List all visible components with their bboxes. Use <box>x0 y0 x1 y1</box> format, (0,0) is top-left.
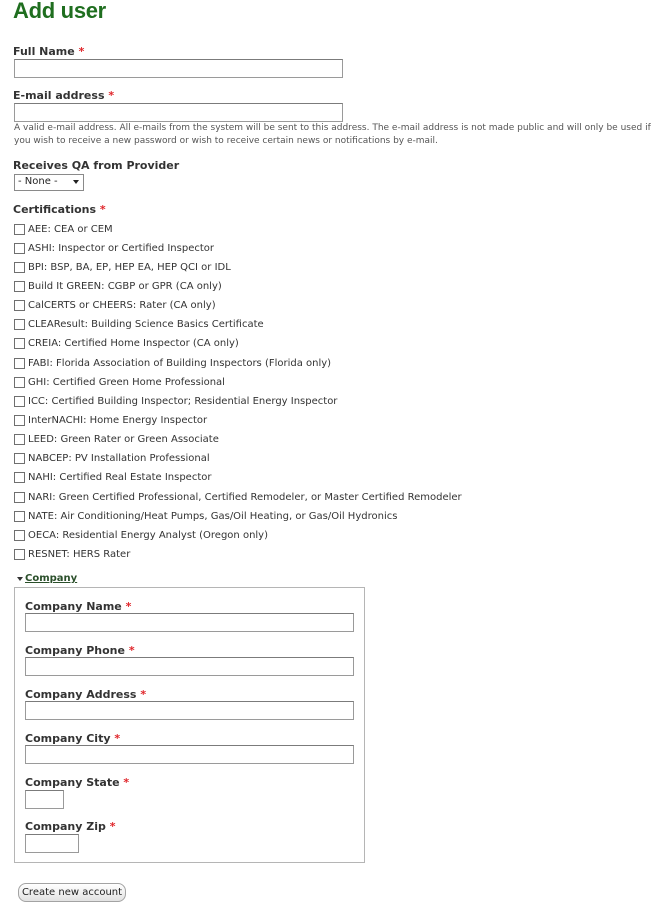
company-phone-label: Company Phone * <box>25 644 135 657</box>
certification-item[interactable] <box>14 451 210 465</box>
company-name-label: Company Name * <box>25 600 132 613</box>
required-marker: * <box>108 89 115 102</box>
certification-label: ICC: Certified Building Inspector; Residential Energy Inspector <box>28 395 338 407</box>
company-zip-label: Company Zip * <box>25 820 116 833</box>
required-marker: * <box>109 820 116 833</box>
certification-label: CREIA: Certified Home Inspector (CA only) <box>28 337 239 349</box>
certification-label: CLEAResult: Building Science Basics Certificate <box>28 318 264 330</box>
company-address-label: Company Address * <box>25 688 147 701</box>
certification-item[interactable] <box>14 298 216 312</box>
certification-label: NAHI: Certified Real Estate Inspector <box>28 471 212 483</box>
certification-label: CalCERTS or CHEERS: Rater (CA only) <box>28 299 216 311</box>
company-city-input[interactable] <box>25 745 354 764</box>
required-marker: * <box>114 732 121 745</box>
certification-checkbox[interactable] <box>14 492 25 503</box>
certification-checkbox[interactable] <box>14 549 25 560</box>
certification-item[interactable] <box>14 528 268 542</box>
qa-provider-selected: - None - <box>18 176 58 187</box>
qa-provider-label: Receives QA from Provider <box>13 159 180 172</box>
certification-item[interactable] <box>14 413 207 427</box>
collapse-triangle-icon <box>17 577 23 581</box>
certification-checkbox[interactable] <box>14 472 25 483</box>
required-marker: * <box>125 600 132 613</box>
certification-item[interactable] <box>14 394 337 408</box>
certification-item[interactable] <box>14 222 113 236</box>
company-legend-label: Company <box>25 573 78 584</box>
company-phone-input[interactable] <box>25 657 354 676</box>
certification-item[interactable] <box>14 547 130 561</box>
required-marker: * <box>78 45 85 58</box>
certification-label: NATE: Air Conditioning/Heat Pumps, Gas/Oil Heating, or Gas/Oil Hydronics <box>28 510 398 522</box>
certification-item[interactable] <box>14 509 397 523</box>
email-label: E-mail address * <box>13 89 115 102</box>
certifications-label: Certifications * <box>13 203 106 216</box>
certification-item[interactable] <box>14 336 239 350</box>
certification-label: FABI: Florida Association of Building Inspectors (Florida only) <box>28 357 332 369</box>
certification-checkbox[interactable] <box>14 338 25 349</box>
required-marker: * <box>128 644 135 657</box>
certification-item[interactable] <box>14 279 222 293</box>
email-input[interactable] <box>14 103 343 122</box>
certification-checkbox[interactable] <box>14 262 25 273</box>
chevron-down-icon <box>73 180 79 184</box>
certification-label: BPI: BSP, BA, EP, HEP EA, HEP QCI or IDL <box>28 261 231 273</box>
company-legend-toggle[interactable] <box>17 573 77 584</box>
page-title: Add user <box>13 0 106 23</box>
certification-checkbox[interactable] <box>14 358 25 369</box>
company-name-input[interactable] <box>25 613 354 632</box>
company-zip-input[interactable] <box>25 834 79 853</box>
certification-checkbox[interactable] <box>14 319 25 330</box>
certification-item[interactable] <box>14 260 231 274</box>
certification-checkbox[interactable] <box>14 530 25 541</box>
company-city-label: Company City * <box>25 732 121 745</box>
certification-checkbox[interactable] <box>14 453 25 464</box>
certification-item[interactable] <box>14 317 264 331</box>
certification-checkbox[interactable] <box>14 396 25 407</box>
certification-checkbox[interactable] <box>14 434 25 445</box>
certification-item[interactable] <box>14 470 211 484</box>
certification-checkbox[interactable] <box>14 281 25 292</box>
qa-provider-select[interactable] <box>14 174 84 191</box>
required-marker: * <box>99 203 106 216</box>
required-marker: * <box>123 776 130 789</box>
full-name-label: Full Name * <box>13 45 85 58</box>
certification-label: ASHI: Inspector or Certified Inspector <box>28 242 215 254</box>
certification-item[interactable] <box>14 241 214 255</box>
required-marker: * <box>140 688 147 701</box>
certification-label: NABCEP: PV Installation Professional <box>28 452 210 464</box>
certification-checkbox[interactable] <box>14 511 25 522</box>
certification-item[interactable] <box>14 375 225 389</box>
email-description: A valid e-mail address. All e-mails from the system will be sent to this address. The e-mail address is not made public and will only be used if you wish to receive a new password or wish to receive certain news or notifications by e-mail. <box>14 123 651 146</box>
certification-label: LEED: Green Rater or Green Associate <box>28 433 219 445</box>
certification-label: AEE: CEA or CEM <box>28 223 113 235</box>
certification-label: Build It GREEN: CGBP or GPR (CA only) <box>28 280 222 292</box>
certification-checkbox[interactable] <box>14 300 25 311</box>
certification-checkbox[interactable] <box>14 224 25 235</box>
company-state-input[interactable] <box>25 790 64 809</box>
certification-item[interactable] <box>14 490 462 504</box>
full-name-input[interactable] <box>14 59 343 78</box>
company-state-label: Company State * <box>25 776 130 789</box>
certification-label: OECA: Residential Energy Analyst (Oregon only) <box>28 529 268 541</box>
company-address-input[interactable] <box>25 701 354 720</box>
certification-item[interactable] <box>14 432 219 446</box>
create-account-button[interactable]: Create new account <box>18 883 126 902</box>
certification-checkbox[interactable] <box>14 377 25 388</box>
certification-checkbox[interactable] <box>14 415 25 426</box>
certification-label: GHI: Certified Green Home Professional <box>28 376 225 388</box>
certification-label: NARI: Green Certified Professional, Certified Remodeler, or Master Certified Remodeler <box>28 491 462 503</box>
certification-item[interactable] <box>14 356 331 370</box>
certification-checkbox[interactable] <box>14 243 25 254</box>
certification-label: RESNET: HERS Rater <box>28 548 131 560</box>
certification-label: InterNACHI: Home Energy Inspector <box>28 414 208 426</box>
